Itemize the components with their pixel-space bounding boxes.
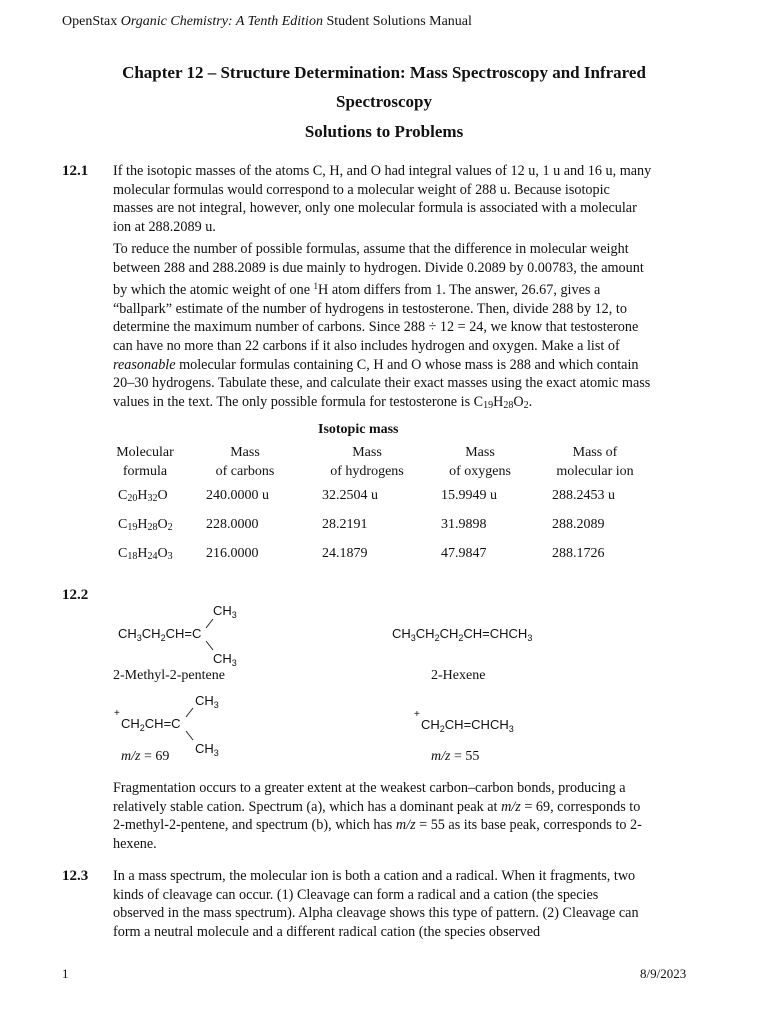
table-cell-hydrogens: 24.1879 <box>322 546 368 561</box>
table-cell-hydrogens: 32.2504 u <box>322 488 378 503</box>
para2-part-c: molecular formulas containing C, H and O whose mass is 288 and which contain 20–30 hydrogens. Tabulate these, and calculate their exact masses using the exact atomic mass values in the text. The only possible formula for testosterone is C <box>113 356 651 410</box>
table-cell-carbons: 240.0000 u <box>206 488 269 503</box>
chem-sub: 3 <box>508 724 514 734</box>
cation-charge: + <box>114 708 120 719</box>
chem-text: CH <box>165 626 185 641</box>
chem-text: CHCH <box>489 626 528 641</box>
chem-text: CH <box>195 693 214 708</box>
para-part-a: Fragmentation occurs to a greater extent at the weakest carbon–carbon bonds, producing a relatively stable cation. Spectrum (a), which has a dominant peak at <box>113 780 626 815</box>
table-cell-molecular-ion: 288.1726 <box>552 546 605 561</box>
formula-c: C <box>118 517 128 532</box>
table-header-line: Mass <box>352 445 382 460</box>
chem-text: CH <box>144 716 164 731</box>
table-cell-formula <box>118 546 173 562</box>
formula-h-sub: 24 <box>147 551 158 562</box>
mz-label <box>121 749 169 765</box>
chem-sub: 2 <box>458 633 464 643</box>
table-header-line: Mass of <box>572 445 618 460</box>
table-cell-oxygens: 15.9949 u <box>441 488 497 503</box>
para-mz: m/z <box>501 798 521 815</box>
double-bond: = <box>184 626 192 641</box>
table-cell-molecular-ion: 288.2453 u <box>552 488 615 503</box>
table-header-line: Mass <box>465 445 495 460</box>
chem-sub: 3 <box>410 633 416 643</box>
table-header-formula <box>100 443 190 481</box>
chem-text: CH <box>392 626 411 641</box>
table-cell-molecular-ion: 288.2089 <box>552 517 605 532</box>
table-header-line: formula <box>122 464 168 479</box>
table-cell-carbons: 216.0000 <box>206 546 259 561</box>
table-cell-carbons: 228.0000 <box>206 517 259 532</box>
main-chain <box>118 626 201 643</box>
chem-text: C <box>191 626 202 641</box>
methyl-top-group <box>213 603 237 620</box>
chem-text: C <box>171 716 181 731</box>
chem-text: CH <box>421 717 440 732</box>
chapter-title <box>60 58 708 116</box>
para2-end: . <box>528 393 533 410</box>
para2-emphasis: reasonable <box>113 356 176 373</box>
table-header-line: Mass <box>230 445 260 460</box>
para-part-b: = 69, corresponds to 2-methyl-2-pentene, and spectrum (b), which has <box>113 798 641 834</box>
chem-sub: 3 <box>213 748 219 758</box>
formula-o-sub: 3 <box>167 551 173 562</box>
header-book-title: Organic Chemistry: A Tenth Edition <box>120 14 323 29</box>
problem-number-12-1: 12.1 <box>62 163 89 179</box>
chem-text: CH <box>415 626 435 641</box>
molecule-name: 2-Methyl-2-pentene <box>113 668 225 683</box>
table-header-line: molecular ion <box>556 464 634 479</box>
fragment-methyl-top <box>195 693 219 710</box>
formula-o-sub: 2 <box>167 522 173 533</box>
table-header-hydrogens <box>312 443 422 481</box>
table-cell-oxygens: 31.9898 <box>441 517 487 532</box>
chem-sub: 3 <box>527 633 533 643</box>
table-cell-formula <box>118 488 168 504</box>
para2-part-b: H atom differs from 1. The answer, 26.67, gives a “ballpark” estimate of the number of hydrogens in testosterone. Then, divide 288 by 12, to determine the maximum number of carbons. Since 288 ÷ 12 = 24, we know that testosterone can have no more than 22 carbons if it also includes hydrogen and oxygen. Make a list of <box>113 282 639 354</box>
formula-o: O <box>157 488 168 503</box>
mz-italic: m/z <box>121 749 141 764</box>
hexene-chain <box>392 626 532 643</box>
bond-line <box>183 730 195 742</box>
chem-sub: 3 <box>231 610 237 620</box>
mz-value: = 55 <box>450 749 480 764</box>
formula-h: H <box>137 517 148 532</box>
para2-part-a: To reduce the number of possible formulas, assume that the difference in molecular weight between 288 and 288.2089 is due mainly to hydrogen. Divide 0.2089 by 0.00783, the amount by which the atomic weight of one <box>113 241 644 299</box>
formula-o: O <box>157 517 168 532</box>
chapter-title-line1: Chapter 12 – Structure Determination: Mass Spectroscopy and Infrared <box>122 63 646 82</box>
problem-12-3-paragraph: In a mass spectrum, the molecular ion is both a cation and a radical. When it fragments, two kinds of cleavage can occur. (1) Cleavage can form a radical and a cation (the species observed in the mass spectrum). Alpha cleavage shows this type of pattern. (2) Cleavage can form a neutral molecule and a different radical cation (the species observed <box>113 868 639 940</box>
table-cell-formula <box>118 517 173 533</box>
table-header-line: Molecular <box>116 445 174 460</box>
chem-text: CH <box>213 603 232 618</box>
formula-c: C <box>118 546 128 561</box>
header-pre: OpenStax <box>62 14 121 29</box>
mz-italic: m/z <box>431 749 451 764</box>
problem-12-2-paragraph <box>113 779 653 853</box>
chem-text: CH <box>195 741 214 756</box>
formula-c: C <box>118 488 128 503</box>
para2-sub-1: 19 <box>483 399 494 411</box>
formula-h: H <box>137 488 148 503</box>
chapter-title-line2: Spectroscopy <box>335 92 432 111</box>
chem-text: CH <box>439 626 459 641</box>
formula-c-sub: 20 <box>127 493 138 504</box>
para2-sub-3: 2 <box>523 399 529 411</box>
table-header-line: of carbons <box>215 464 275 479</box>
table-header-molecular-ion <box>540 443 650 481</box>
chem-sub: 3 <box>213 700 219 710</box>
table-header-line: of oxygens <box>449 464 511 479</box>
table-cell-oxygens: 47.9847 <box>441 546 487 561</box>
para-part-c: = 55 as its base peak, corresponds to 2-hexene. <box>113 817 642 852</box>
chem-sub: 3 <box>231 658 237 668</box>
formula-c-sub: 18 <box>127 551 138 562</box>
para2-superscript: 1 <box>313 281 319 292</box>
formula-c-sub: 19 <box>127 522 138 533</box>
chem-text: CH <box>121 716 140 731</box>
table-title: Isotopic mass <box>318 422 399 437</box>
chem-text: CH <box>444 717 464 732</box>
bond-line <box>203 618 215 630</box>
chem-sub: 2 <box>160 633 166 643</box>
double-bond: = <box>163 716 172 731</box>
chem-text: CH <box>141 626 161 641</box>
double-bond: = <box>463 717 472 732</box>
header-post: Student Solutions Manual <box>322 14 472 29</box>
table-cell-hydrogens: 28.2191 <box>322 517 368 532</box>
formula-h: H <box>137 546 148 561</box>
para-mz: m/z <box>395 817 416 834</box>
chem-sub: 3 <box>136 633 142 643</box>
fragment-chain <box>421 717 514 734</box>
formula-h-sub: 32 <box>147 493 158 504</box>
table-header-oxygens <box>430 443 530 481</box>
para2-o: O <box>513 393 524 410</box>
problem-12-1-paragraph-2 <box>113 240 653 415</box>
chem-sub: 2 <box>139 723 145 733</box>
section-title: Solutions to Problems <box>304 122 464 141</box>
methyl-bottom-group <box>213 651 237 668</box>
bond-line <box>183 707 195 719</box>
double-bond: = <box>482 626 490 641</box>
mz-label <box>431 749 479 765</box>
problem-12-1-paragraph-1: If the isotopic masses of the atoms C, H, and O had integral values of 12 u, 1 u and 16 u, many molecular formulas would correspond to a molecular weight of 288 u. Because isotopic masses are not integral, however, only one molecular formula is associated with a molecular ion at 288.2089 u. <box>113 163 652 235</box>
footer-date: 8/9/2023 <box>640 966 687 981</box>
para2-h: H <box>493 393 504 410</box>
problem-number-12-3: 12.3 <box>62 868 89 884</box>
chem-sub: 2 <box>434 633 440 643</box>
running-header <box>62 14 472 30</box>
para2-sub-2: 28 <box>503 399 514 411</box>
fragment-chain <box>121 716 181 733</box>
cation-charge: + <box>414 709 420 720</box>
page-number: 1 <box>62 966 69 981</box>
molecule-name: 2-Hexene <box>431 668 486 683</box>
chem-sub: 2 <box>439 724 445 734</box>
fragment-methyl-bottom <box>195 741 219 758</box>
mz-value: = 69 <box>140 749 170 764</box>
chem-text: CH <box>463 626 483 641</box>
table-header-carbons <box>200 443 290 481</box>
table-header-line: of hydrogens <box>330 464 404 479</box>
formula-h-sub: 28 <box>147 522 158 533</box>
chem-text: CH <box>213 651 232 666</box>
chem-text: CH <box>118 626 137 641</box>
formula-o: O <box>157 546 168 561</box>
chem-text: CHCH <box>471 717 509 732</box>
problem-number-12-2: 12.2 <box>62 587 89 603</box>
